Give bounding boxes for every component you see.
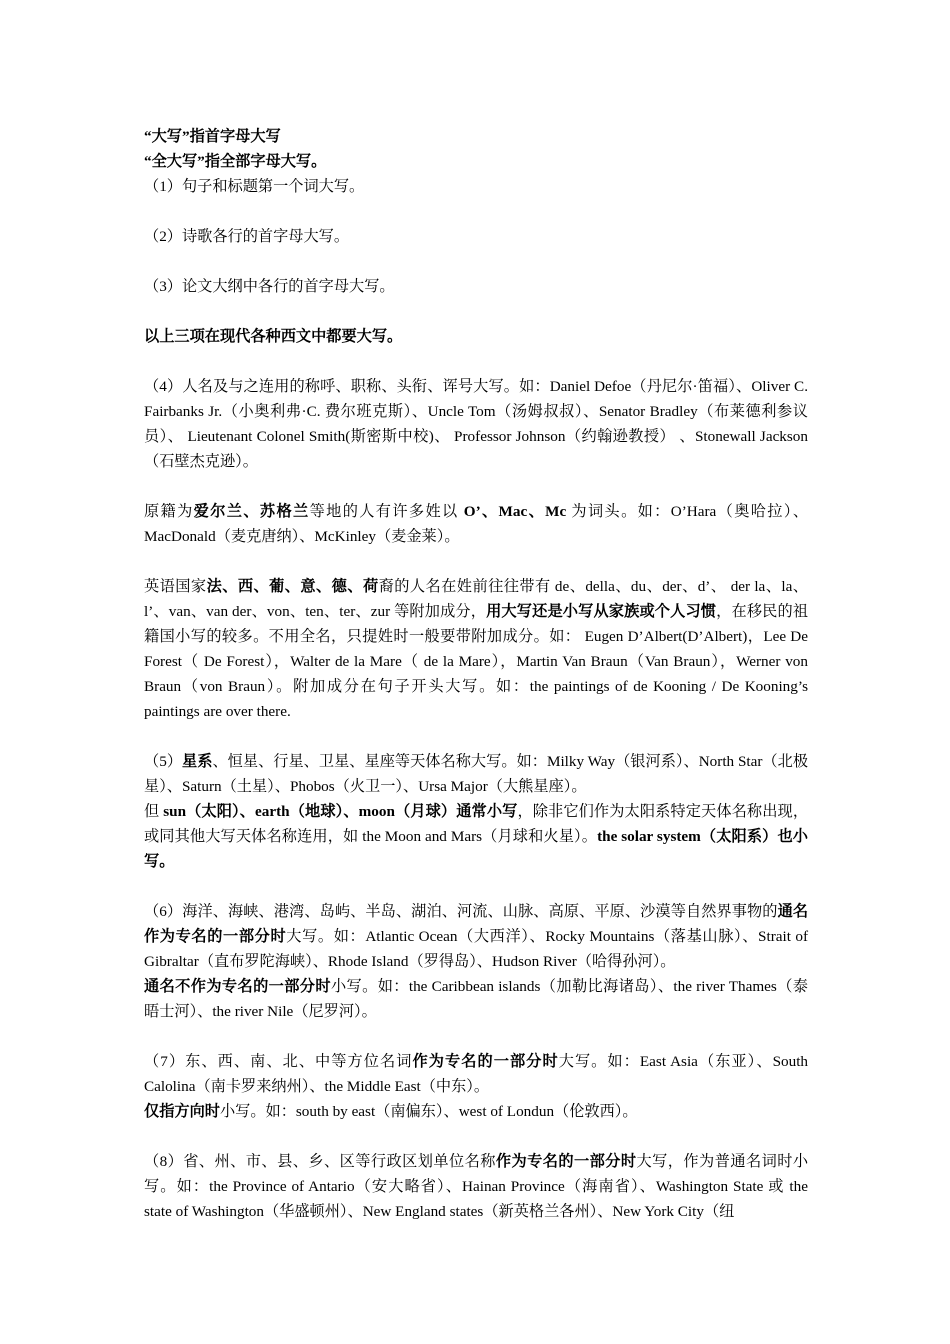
summary-note: 以上三项在现代各种西文中都要大写。	[144, 328, 403, 345]
rule-3: （3）论文大纲中各行的首字母大写。	[144, 278, 395, 295]
spacer	[144, 299, 808, 324]
spacer	[144, 1124, 808, 1149]
rule-5-exception: 但 sun（太阳）、earth（地球）、moon（月球）通常小写，除非它们作为太阳系特定天体名称出现，或同其他大写天体名称连用，如 the Moon and Mars（月球和火星）。the solar system（太阳系）也小写。	[144, 803, 809, 870]
rule-7: （7）东、西、南、北、中等方位名词作为专名的一部分时大写。如：East Asia（东亚）、South Calolina（南卡罗来纳州）、the Middle East（中东）。	[144, 1053, 809, 1095]
european-name-particles: 英语国家法、西、葡、意、德、荷裔的人名在姓前往往带有 de、della、du、der、d’、 der la、la、l’、van、van der、von、ten、ter、zur 等附加成分，用大写还是小写从家族或个人习惯，在移民的祖籍国小写的较多。不用全名，只提姓时一般要带附加成分。如： Eugen D’Albert(D’Albert)，Lee De Forest（ De Forest），Walter de la Mare（ de la Mare），Martin Van Braun（Van Braun），Werner von Braun（von Braun）。附加成分在句子开头大写。如：the paintings of de Kooning / De Kooning’s paintings are over there.	[144, 578, 809, 720]
rule-8: （8）省、州、市、县、乡、区等行政区划单位名称作为专名的一部分时大写，作为普通名词时小写。如：the Province of Antario（安大略省）、Hainan Province（海南省）、Washington State 或 the state of Washington（华盛顿州）、New England states（新英格兰各州）、New York City（纽	[144, 1153, 809, 1220]
spacer	[144, 349, 808, 374]
spacer	[144, 724, 808, 749]
document-page	[144, 124, 808, 1224]
spacer	[144, 249, 808, 274]
irish-scottish-names: 原籍为爱尔兰、苏格兰等地的人有许多姓以 O’、Mac、Mc 为词头。如：O’Hara（奥哈拉）、MacDonald（麦克唐纳）、McKinley（麦金莱）。	[144, 503, 809, 545]
spacer	[144, 474, 808, 499]
spacer	[144, 199, 808, 224]
heading-capitalize: “大写”指首字母大写	[144, 128, 281, 145]
rule-6-exception: 通名不作为专名的一部分时小写。如：the Caribbean islands（加勒比海诸岛）、the river Thames（泰晤士河）、the river Nile（尼罗河）。	[144, 978, 808, 1020]
rule-1: （1）句子和标题第一个词大写。	[144, 178, 365, 195]
spacer	[144, 874, 808, 899]
rule-7-exception: 仅指方向时小写。如：south by east（南偏东）、west of Londun（伦敦西）。	[144, 1103, 638, 1120]
rule-5: （5）星系、恒星、行星、卫星、星座等天体名称大写。如：Milky Way（银河系）、North Star（北极星）、Saturn（土星）、Phobos（火卫一）、Ursa Major（大熊星座）。	[144, 753, 809, 795]
spacer	[144, 549, 808, 574]
rule-4: （4）人名及与之连用的称呼、职称、头衔、诨号大写。如：Daniel Defoe（丹尼尔·笛福）、Oliver C. Fairbanks Jr.（小奥利弗·C. 费尔班克斯）、Uncle Tom（汤姆叔叔）、Senator Bradley（布莱德利参议员）、 Lieutenant Colonel Smith(斯密斯中校)、 Professor Johnson（约翰逊教授） 、Stonewall Jackson（石壁杰克逊）。	[144, 378, 808, 470]
spacer	[144, 1024, 808, 1049]
heading-all-caps: “全大写”指全部字母大写。	[144, 153, 327, 170]
rule-2: （2）诗歌各行的首字母大写。	[144, 228, 350, 245]
rule-6: （6）海洋、海峡、港湾、岛屿、半岛、湖泊、河流、山脉、高原、平原、沙漠等自然界事物的通名作为专名的一部分时大写。如：Atlantic Ocean（大西洋）、Rocky Mountains（落基山脉）、Strait of Gibraltar（直布罗陀海峡）、Rhode Island（罗得岛）、Hudson River（哈得孙河）。	[144, 903, 809, 970]
